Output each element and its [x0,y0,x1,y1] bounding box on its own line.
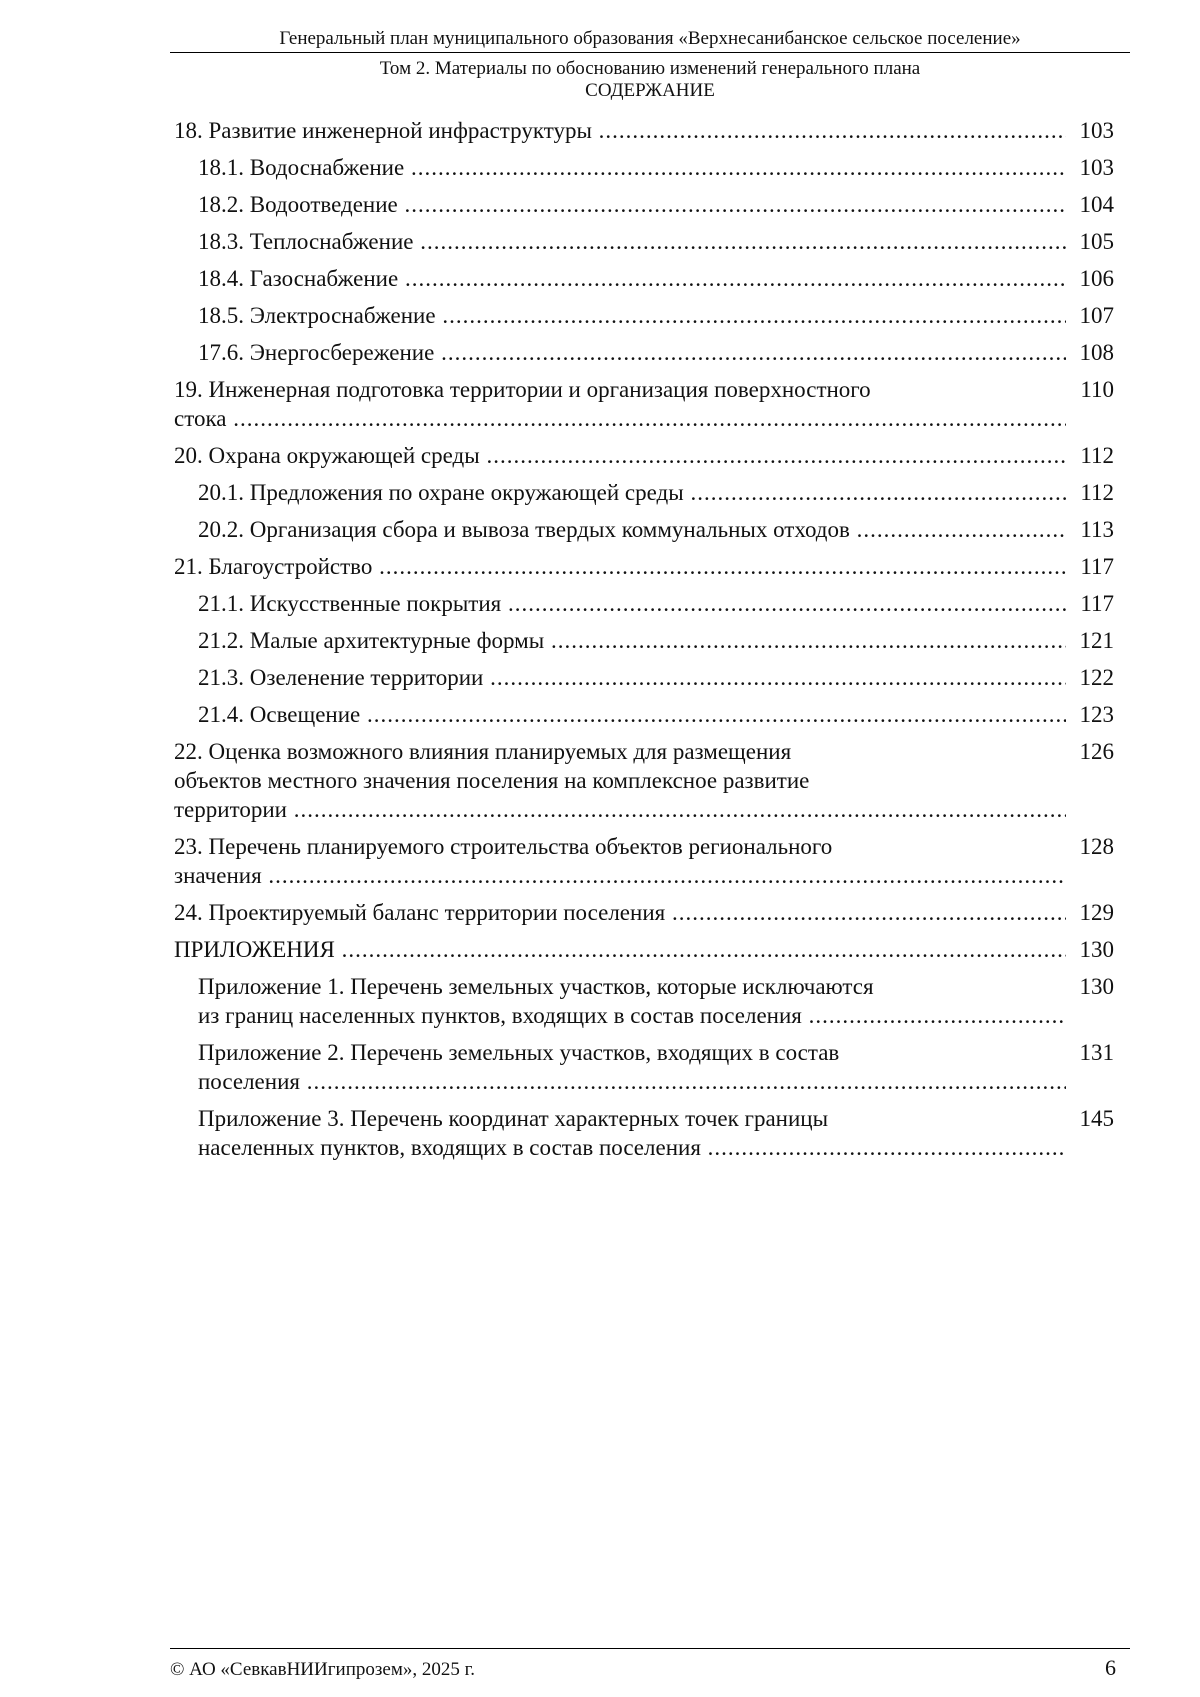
document-title: Генеральный план муниципального образования «Верхнесанибанское сельское поселение» [170,26,1130,53]
toc-entry-title-line: 22. Оценка возможного влияния планируемых для размещения [174,739,792,764]
toc-entry-page-number: 112 [1080,480,1114,505]
toc-entry-title-line: 18.3. Теплоснабжение ..... [198,227,1066,256]
toc-entry-title-line: ПРИЛОЖЕНИЯ ..... [174,935,1066,964]
toc-entry-title [198,515,1066,544]
toc-entry[interactable] [174,1038,1114,1096]
toc-entry-title-line: 18.1. Водоснабжение ..... [198,153,1066,182]
toc-entry-title [198,301,1066,330]
toc-entry-title [198,1038,1066,1096]
toc-entry-title [198,264,1066,293]
toc-entry[interactable] [174,832,1114,890]
toc-entry-title-line: территории ..... [174,795,1066,824]
toc-entry[interactable] [174,898,1114,927]
toc-entry-page-number: 121 [1079,628,1114,653]
toc-entry[interactable] [174,375,1114,433]
toc-entry-title-line: 18. Развитие инженерной инфраструктуры ..... [174,116,1066,145]
toc-entry-title-line: населенных пунктов, входящих в состав поселения ..... [198,1133,1066,1162]
toc-entry-title-line: 21.3. Озеленение территории ..... [198,663,1066,692]
toc-entry-title [198,972,1066,1030]
toc-entry-page-number: 108 [1079,340,1114,365]
toc-entry[interactable] [174,589,1114,618]
toc-entry-page-number: 104 [1079,192,1114,217]
toc-entry[interactable] [174,441,1114,470]
toc-entry-page-number: 117 [1080,554,1114,579]
toc-entry-title-line: 20.1. Предложения по охране окружающей среды ..... [198,478,1066,507]
toc-entry-title [174,935,1066,964]
toc-entry-title [174,898,1066,927]
toc-entry-title-line: 18.5. Электроснабжение ..... [198,301,1066,330]
toc-entry[interactable] [174,116,1114,145]
toc-entry-title-line: 21.2. Малые архитектурные формы ..... [198,626,1066,655]
toc-entry-title-line: 21.4. Освещение ..... [198,700,1066,729]
toc-entry-title [198,478,1066,507]
toc-entry[interactable] [174,227,1114,256]
toc-entry[interactable] [174,264,1114,293]
toc-entry-page-number: 128 [1079,834,1114,859]
toc-entry-title [174,832,1066,890]
toc-entry-title-line: Приложение 1. Перечень земельных участков, которые исключаются [198,974,874,999]
toc-entry[interactable] [174,301,1114,330]
toc-entry-title-line: 21.1. Искусственные покрытия ..... [198,589,1066,618]
toc-entry-title-line: поселения ..... [198,1067,1066,1096]
page-footer [170,1648,1130,1681]
toc-entry-title-line: из границ населенных пунктов, входящих в состав поселения ..... [198,1001,1066,1030]
toc-entry-title [198,190,1066,219]
toc-entry-page-number: 130 [1079,974,1114,999]
toc-entry-title-line: Приложение 2. Перечень земельных участков, входящих в состав [198,1040,840,1065]
toc-entry-page-number: 131 [1079,1040,1114,1065]
toc-entry-page-number: 103 [1079,118,1114,143]
toc-entry[interactable] [174,1104,1114,1162]
section-title: СОДЕРЖАНИЕ [585,80,715,101]
toc-entry-page-number: 106 [1079,266,1114,291]
toc-entry[interactable] [174,737,1114,824]
toc-entry[interactable] [174,190,1114,219]
toc-entry-page-number: 110 [1080,377,1114,402]
toc-entry-title-line: значения ..... [174,861,1066,890]
toc-entry-title [174,375,1066,433]
toc-entry-title-line: 19. Инженерная подготовка территории и организация поверхностного [174,377,871,402]
page-number: 6 [1105,1655,1116,1680]
toc-entry-page-number: 113 [1080,517,1114,542]
toc-entry[interactable] [174,935,1114,964]
toc-entry[interactable] [174,478,1114,507]
toc-entry-title [174,737,1066,824]
toc-entry[interactable] [174,972,1114,1030]
volume-title: Том 2. Материалы по обоснованию изменений генерального плана [379,58,921,79]
toc-entry-page-number: 145 [1079,1106,1114,1131]
toc-entry-title [198,338,1066,367]
toc-entry-title-line: 23. Перечень планируемого строительства объектов регионального [174,834,833,859]
toc-entry-title [198,700,1066,729]
toc-entry-title-line: 17.6. Энергосбережение ..... [198,338,1066,367]
toc-entry-page-number: 107 [1079,303,1114,328]
toc-entry-title [198,227,1066,256]
toc-entry-page-number: 117 [1080,591,1114,616]
toc-entry-title-line: стока ..... [174,404,1066,433]
toc-entry-title-line: 18.2. Водоотведение ..... [198,190,1066,219]
toc-entry[interactable] [174,153,1114,182]
toc-entry[interactable] [174,626,1114,655]
toc-entry-title-line: 24. Проектируемый баланс территории поселения ..... [174,898,1066,927]
toc-entry-page-number: 122 [1079,665,1114,690]
toc-entry-title [198,663,1066,692]
toc-entry-title [174,441,1066,470]
toc-entry-title-line: Приложение 3. Перечень координат характерных точек границы [198,1106,829,1131]
toc-entry[interactable] [174,663,1114,692]
toc-entry-page-number: 123 [1079,702,1114,727]
toc-entry-page-number: 105 [1079,229,1114,254]
table-of-contents [174,116,1114,1170]
toc-entry[interactable] [174,515,1114,544]
toc-entry-page-number: 112 [1080,443,1114,468]
toc-entry-title [174,552,1066,581]
page-header [170,26,1130,102]
toc-entry-title-line: 18.4. Газоснабжение ..... [198,264,1066,293]
toc-entry-page-number: 130 [1079,937,1114,962]
toc-entry-title [198,1104,1066,1162]
toc-entry-title-line: объектов местного значения поселения на комплексное развитие [174,768,810,793]
toc-entry[interactable] [174,700,1114,729]
toc-entry-title [174,116,1066,145]
toc-entry-title-line: 21. Благоустройство ..... [174,552,1066,581]
toc-entry[interactable] [174,338,1114,367]
toc-entry-page-number: 129 [1079,900,1114,925]
toc-entry-title [198,626,1066,655]
toc-entry-title-line: 20. Охрана окружающей среды ..... [174,441,1066,470]
toc-entry-title [198,589,1066,618]
toc-entry-page-number: 103 [1079,155,1114,180]
toc-entry-page-number: 126 [1079,739,1114,764]
toc-entry[interactable] [174,552,1114,581]
toc-entry-title-line: 20.2. Организация сбора и вывоза твердых коммунальных отходов ..... [198,515,1066,544]
toc-entry-title [198,153,1066,182]
copyright-notice: © АО «СевкавНИИгипрозем», 2025 г. [170,1659,475,1680]
